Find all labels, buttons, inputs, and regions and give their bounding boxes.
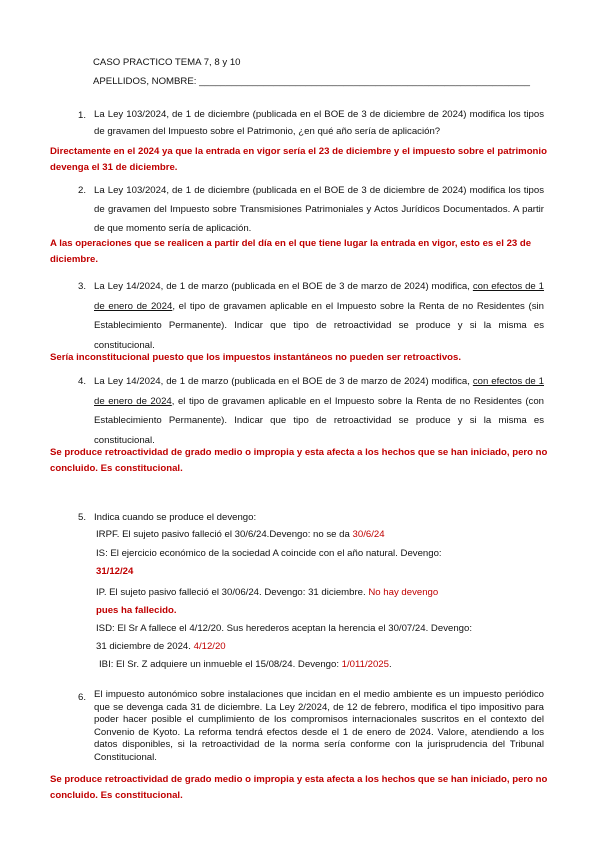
devengo-isd: ISD: El Sr A fallece el 4/12/20. Sus herederos aceptan la herencia el 30/07/24. Devengo: <box>96 623 472 634</box>
question-text: El impuesto autonómico sobre instalaciones que incidan en el medio ambiente es un impuesto periódico que se devenga cada 31 de diciembre. La Ley 2/2024, de 12 de febrero, modifica el tipo impositivo para poder hacer posible el cumplimiento de los compromisos internacionales suscritos en el contexto del Convenio de Kyoto. La reforma tendrá efectos desde el 1 de enero de 2024. Valore, atendiendo a los datos disponibles, si la retroactividad de la norma sería conforme con la jurisprudencia del Tribunal Constitucional. <box>94 689 544 763</box>
irpf-answer: 30/6/24 <box>352 529 385 540</box>
question-text-start: La Ley 14/2024, de 1 de marzo (publicada en el BOE de 3 de marzo de 2024) modifica, <box>94 281 473 292</box>
document-title: CASO PRACTICO TEMA 7, 8 y 10 <box>93 57 241 68</box>
answer-6: Se produce retroactividad de grado medio o impropia y esta afecta a los hechos que se han iniciado, pero no concluido. Es constitucional. <box>50 774 548 801</box>
answer-3: Sería inconstitucional puesto que los impuestos instantáneos no pueden ser retroactivos. <box>50 352 462 363</box>
effects-date-underlined: con efectos de 1 de enero de 2024 <box>94 376 545 407</box>
question-text-start: La Ley 14/2024, de 1 de marzo (publicada en el BOE de 3 de marzo de 2024) modifica, <box>94 376 473 387</box>
effects-date-underlined: con efectos de 1 de enero de 2024 <box>94 281 545 312</box>
ibi-statement: IBI: El Sr. Z adquiere un inmueble el 15/08/24. Devengo: <box>99 659 342 670</box>
isd-answer: 4/12/20 <box>193 641 226 652</box>
question-4 <box>78 372 544 450</box>
name-field-label: APELLIDOS, NOMBRE: ______________________________________________________________ <box>93 76 530 87</box>
question-number: 2. <box>78 185 87 196</box>
devengo-is: IS: El ejercicio económico de la sociedad A coincide con el año natural. Devengo: <box>96 548 442 559</box>
ip-answer-continued: pues ha fallecido. <box>96 605 177 616</box>
question-number: 6. <box>78 692 87 703</box>
question-1 <box>78 106 544 140</box>
devengo-ibi <box>99 656 392 674</box>
question-text: La Ley 103/2024, de 1 de diciembre (publicada en el BOE de 3 de diciembre de 2024) modifica los tipos de gravamen del Impuesto sobre el Patrimonio, ¿en qué año sería de aplicación? <box>94 109 544 137</box>
ibi-answer: 1/011/2025 <box>341 659 389 670</box>
devengo-ip <box>96 584 438 602</box>
question-text-end: , el tipo de gravamen aplicable en el Impuesto sobre la Renta de no Residentes (con Establecimiento Permanente). Indicar que tipo de retroactividad se produce y si la misma es constitucional. <box>94 395 545 446</box>
ip-statement: IP. El sujeto pasivo falleció el 30/06/24. Devengo: 31 diciembre. <box>96 587 369 598</box>
question-text <box>94 372 544 450</box>
answer-4: Se produce retroactividad de grado medio o impropia y esta afecta a los hechos que se han iniciado, pero no concluido. Es constitucional. <box>50 447 548 474</box>
question-text <box>94 277 544 355</box>
question-text: La Ley 103/2024, de 1 de diciembre (publicada en el BOE de 3 de diciembre de 2024) modifica los tipos de gravamen del Impuesto sobre Transmisiones Patrimoniales y Actos Jurídicos Documentados. A partir de que momento sería de aplicación. <box>94 185 544 234</box>
question-6 <box>78 689 544 765</box>
is-answer: 31/12/24 <box>96 566 134 577</box>
question-text: Indica cuando se produce el devengo: <box>94 512 257 523</box>
question-text-end: , el tipo de gravamen aplicable en el Impuesto sobre la Renta de no Residentes (sin Establecimiento Permanente). Indicar que tipo de retroactividad se produce y si la misma es constitucional. <box>94 300 545 351</box>
ibi-period: . <box>388 659 392 670</box>
question-5 <box>78 508 544 528</box>
answer-2: A las operaciones que se realicen a partir del día en el que tiene lugar la entrada en vigor, esto es el 23 de diciembre. <box>50 238 532 265</box>
ip-answer: No hay devengo <box>368 587 439 598</box>
question-3 <box>78 277 544 355</box>
question-number: 3. <box>78 281 87 292</box>
answer-1: Directamente en el 2024 ya que la entrada en vigor sería el 23 de diciembre y el impuesto sobre el patrimonio devenga el 31 de diciembre. <box>50 146 547 173</box>
question-2 <box>78 181 544 238</box>
question-number: 5. <box>78 512 87 523</box>
isd-statement: 31 diciembre de 2024. <box>96 641 194 652</box>
irpf-statement: IRPF. El sujeto pasivo falleció el 30/6/24.Devengo: no se da <box>96 529 353 540</box>
devengo-irpf <box>96 526 385 544</box>
question-number: 4. <box>78 376 87 387</box>
devengo-isd-continued <box>96 638 226 656</box>
question-number: 1. <box>78 110 87 121</box>
